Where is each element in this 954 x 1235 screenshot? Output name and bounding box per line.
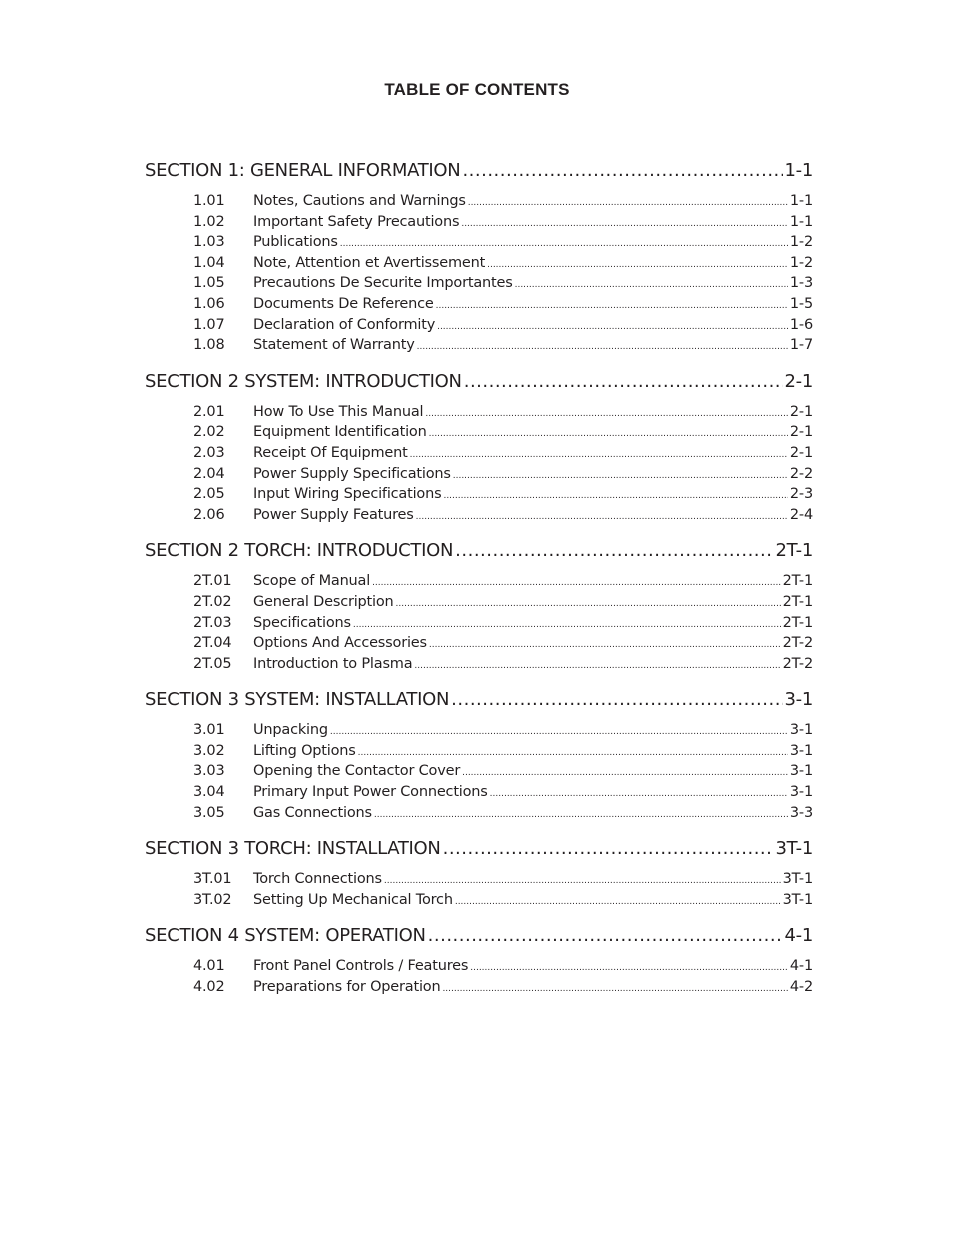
entry-number: 4.01 bbox=[193, 958, 225, 975]
entry-page-number: 1-2 bbox=[789, 254, 813, 271]
dot-leader bbox=[490, 784, 788, 805]
entry-number: 2T.03 bbox=[193, 614, 232, 631]
dot-leader bbox=[443, 486, 787, 507]
entry-title: Input Wiring Specifications bbox=[253, 486, 442, 503]
entry-number: 2.05 bbox=[193, 486, 225, 503]
dot-leader bbox=[455, 537, 773, 565]
page-title: TABLE OF CONTENTS bbox=[384, 80, 570, 99]
toc-entry bbox=[145, 571, 813, 592]
entry-number: 3.03 bbox=[193, 763, 225, 780]
entry-page-number: 3-1 bbox=[789, 742, 813, 759]
entry-number: 3.01 bbox=[193, 722, 225, 739]
entry-page-number: 2-1 bbox=[789, 403, 813, 420]
dot-leader bbox=[443, 835, 774, 863]
toc-entry bbox=[145, 273, 813, 294]
entry-number: 3.05 bbox=[193, 804, 225, 821]
entry-number: 2.01 bbox=[193, 403, 225, 420]
section-page-number: 2-1 bbox=[784, 370, 813, 392]
section-title: SECTION 2 SYSTEM: INTRODUCTION bbox=[145, 370, 462, 392]
entry-title: Equipment Identification bbox=[253, 424, 427, 441]
toc-entry bbox=[145, 232, 813, 253]
entry-title: Options And Accessories bbox=[253, 635, 427, 652]
entry-number: 2.03 bbox=[193, 444, 225, 461]
entry-title: Preparations for Operation bbox=[253, 979, 441, 996]
section-title: SECTION 4 SYSTEM: OPERATION bbox=[145, 925, 426, 947]
section-page-number: 1-1 bbox=[784, 160, 813, 181]
dot-leader bbox=[384, 871, 781, 892]
dot-leader bbox=[464, 368, 783, 396]
dot-leader bbox=[425, 404, 788, 425]
dot-leader bbox=[455, 892, 781, 913]
entry-title: Scope of Manual bbox=[253, 573, 371, 590]
entry-page-number: 2T-1 bbox=[782, 573, 813, 590]
entry-number: 3.04 bbox=[193, 784, 225, 801]
toc-section bbox=[145, 157, 813, 356]
entry-title: Specifications bbox=[253, 614, 351, 631]
toc-entry bbox=[145, 720, 813, 741]
dot-leader bbox=[410, 445, 788, 466]
dot-leader bbox=[487, 255, 788, 276]
toc-entry bbox=[145, 592, 813, 613]
toc-entry bbox=[145, 803, 813, 824]
entry-title: How To Use This Manual bbox=[253, 403, 424, 420]
entry-page-number: 2T-2 bbox=[782, 655, 813, 672]
toc-entry bbox=[145, 654, 813, 675]
entry-number: 3T.01 bbox=[193, 871, 232, 888]
entry-number: 2T.05 bbox=[193, 655, 232, 672]
entry-title: Introduction to Plasma bbox=[253, 655, 413, 672]
dot-leader bbox=[372, 573, 781, 594]
entry-page-number: 4-1 bbox=[789, 958, 813, 975]
toc-entry bbox=[145, 294, 813, 315]
section-heading bbox=[145, 537, 813, 565]
entry-page-number: 3-1 bbox=[789, 722, 813, 739]
dot-leader bbox=[340, 234, 788, 255]
entry-page-number: 3-1 bbox=[789, 784, 813, 801]
entry-title: Declaration of Conformity bbox=[253, 316, 436, 333]
entry-page-number: 4-2 bbox=[789, 979, 813, 996]
entry-number: 1.04 bbox=[193, 254, 225, 271]
entry-title: Primary Input Power Connections bbox=[253, 784, 488, 801]
toc-entry bbox=[145, 402, 813, 423]
dot-leader bbox=[358, 743, 788, 764]
entry-page-number: 2-3 bbox=[789, 486, 813, 503]
dot-leader bbox=[428, 922, 783, 950]
entry-title: Documents De Reference bbox=[253, 295, 434, 312]
dot-leader bbox=[515, 275, 788, 296]
section-heading bbox=[145, 835, 813, 863]
entry-number: 4.02 bbox=[193, 979, 225, 996]
entry-page-number: 1-1 bbox=[789, 193, 813, 209]
dot-leader bbox=[437, 317, 788, 338]
entry-title: Lifting Options bbox=[253, 742, 356, 759]
entry-title: Opening the Contactor Cover bbox=[253, 763, 461, 780]
entry-page-number: 2-4 bbox=[789, 506, 813, 523]
dot-leader bbox=[429, 635, 781, 656]
section-page-number: 2T-1 bbox=[775, 540, 813, 562]
section-page-number: 3-1 bbox=[784, 689, 813, 711]
entry-title: Setting Up Mechanical Torch bbox=[253, 891, 453, 908]
toc-entry bbox=[145, 422, 813, 443]
entry-number: 3T.02 bbox=[193, 891, 232, 908]
toc-entry bbox=[145, 212, 813, 233]
entry-page-number: 1-7 bbox=[789, 337, 813, 354]
dot-leader bbox=[453, 466, 788, 487]
entry-title: Receipt Of Equipment bbox=[253, 444, 408, 461]
entry-title: Important Safety Precautions bbox=[253, 213, 460, 230]
entry-page-number: 1-1 bbox=[789, 213, 813, 230]
toc-entry bbox=[145, 484, 813, 505]
section-title: SECTION 1: GENERAL INFORMATION bbox=[145, 160, 461, 181]
entry-page-number: 1-5 bbox=[789, 295, 813, 312]
entry-number: 2.02 bbox=[193, 424, 225, 441]
toc-entry bbox=[145, 977, 813, 998]
entry-title: Front Panel Controls / Features bbox=[253, 958, 469, 975]
dot-leader bbox=[396, 594, 781, 615]
dot-leader bbox=[468, 193, 788, 214]
toc-entry bbox=[145, 761, 813, 782]
entry-page-number: 3-1 bbox=[789, 763, 813, 780]
entry-page-number: 3-3 bbox=[789, 804, 813, 821]
entry-title: Gas Connections bbox=[253, 804, 372, 821]
entry-number: 2T.04 bbox=[193, 635, 232, 652]
toc-entry bbox=[145, 869, 813, 890]
entry-title: General Description bbox=[253, 593, 394, 610]
entry-number: 2.04 bbox=[193, 465, 225, 482]
entry-title: Power Supply Features bbox=[253, 506, 414, 523]
toc-entry bbox=[145, 191, 813, 212]
entry-title: Power Supply Specifications bbox=[253, 465, 451, 482]
toc-entry bbox=[145, 443, 813, 464]
entry-title: Unpacking bbox=[253, 722, 328, 739]
toc-section bbox=[145, 537, 813, 674]
dot-leader bbox=[416, 507, 788, 528]
dot-leader bbox=[414, 656, 780, 677]
toc-entry bbox=[145, 890, 813, 911]
entry-page-number: 2T-2 bbox=[782, 635, 813, 652]
section-page-number: 4-1 bbox=[784, 925, 813, 947]
entry-title: Note, Attention et Avertissement bbox=[253, 254, 486, 271]
section-heading bbox=[145, 157, 813, 185]
toc-section bbox=[145, 686, 813, 823]
entry-page-number: 2-2 bbox=[789, 465, 813, 482]
toc-entry bbox=[145, 613, 813, 634]
entry-page-number: 3T-1 bbox=[782, 891, 813, 908]
entry-page-number: 1-3 bbox=[789, 275, 813, 292]
entry-page-number: 3T-1 bbox=[782, 871, 813, 888]
toc-section bbox=[145, 368, 813, 526]
entry-page-number: 1-6 bbox=[789, 316, 813, 333]
entry-title: Precautions De Securite Importantes bbox=[253, 275, 513, 292]
entry-page-number: 2-1 bbox=[789, 444, 813, 461]
dot-leader bbox=[436, 296, 788, 317]
entry-title: Torch Connections bbox=[253, 871, 382, 888]
entry-page-number: 1-2 bbox=[789, 234, 813, 251]
section-title: SECTION 2 TORCH: INTRODUCTION bbox=[145, 540, 454, 562]
toc-entry bbox=[145, 633, 813, 654]
section-title: SECTION 3 SYSTEM: INSTALLATION bbox=[145, 689, 450, 711]
section-heading bbox=[145, 922, 813, 950]
dot-leader bbox=[417, 337, 788, 358]
entry-number: 1.06 bbox=[193, 295, 225, 312]
toc-entry bbox=[145, 464, 813, 485]
toc-entry bbox=[145, 335, 813, 356]
toc-section bbox=[145, 835, 813, 910]
entry-number: 1.07 bbox=[193, 316, 225, 333]
dot-leader bbox=[374, 805, 788, 826]
dot-leader bbox=[429, 424, 788, 445]
dot-leader bbox=[442, 979, 787, 1000]
toc-entry bbox=[145, 782, 813, 803]
entry-title: Publications bbox=[253, 234, 338, 251]
dot-leader bbox=[353, 615, 781, 636]
entry-page-number: 2T-1 bbox=[782, 593, 813, 610]
dot-leader bbox=[461, 214, 788, 235]
toc-entry bbox=[145, 741, 813, 762]
dot-leader bbox=[462, 157, 782, 185]
entry-page-number: 2-1 bbox=[789, 424, 813, 441]
entry-number: 3.02 bbox=[193, 742, 225, 759]
toc-section bbox=[145, 922, 813, 997]
dot-leader bbox=[470, 958, 788, 979]
entry-number: 1.03 bbox=[193, 234, 225, 251]
section-heading bbox=[145, 686, 813, 714]
toc-entry bbox=[145, 505, 813, 526]
entry-number: 2.06 bbox=[193, 506, 225, 523]
entry-number: 2T.02 bbox=[193, 593, 232, 610]
dot-leader bbox=[451, 686, 782, 714]
section-title: SECTION 3 TORCH: INSTALLATION bbox=[145, 838, 441, 860]
entry-number: 1.08 bbox=[193, 337, 225, 354]
entry-number: 1.05 bbox=[193, 275, 225, 292]
entry-number: 1.01 bbox=[193, 193, 225, 209]
table-of-contents bbox=[145, 157, 813, 1010]
toc-entry bbox=[145, 956, 813, 977]
section-page-number: 3T-1 bbox=[775, 838, 813, 860]
toc-entry bbox=[145, 315, 813, 336]
entry-title: Notes, Cautions and Warnings bbox=[253, 193, 466, 209]
entry-page-number: 2T-1 bbox=[782, 614, 813, 631]
entry-number: 2T.01 bbox=[193, 573, 232, 590]
entry-title: Statement of Warranty bbox=[253, 337, 415, 354]
toc-entry bbox=[145, 253, 813, 274]
dot-leader bbox=[330, 722, 788, 743]
dot-leader bbox=[462, 763, 788, 784]
section-heading bbox=[145, 368, 813, 396]
entry-number: 1.02 bbox=[193, 213, 225, 230]
